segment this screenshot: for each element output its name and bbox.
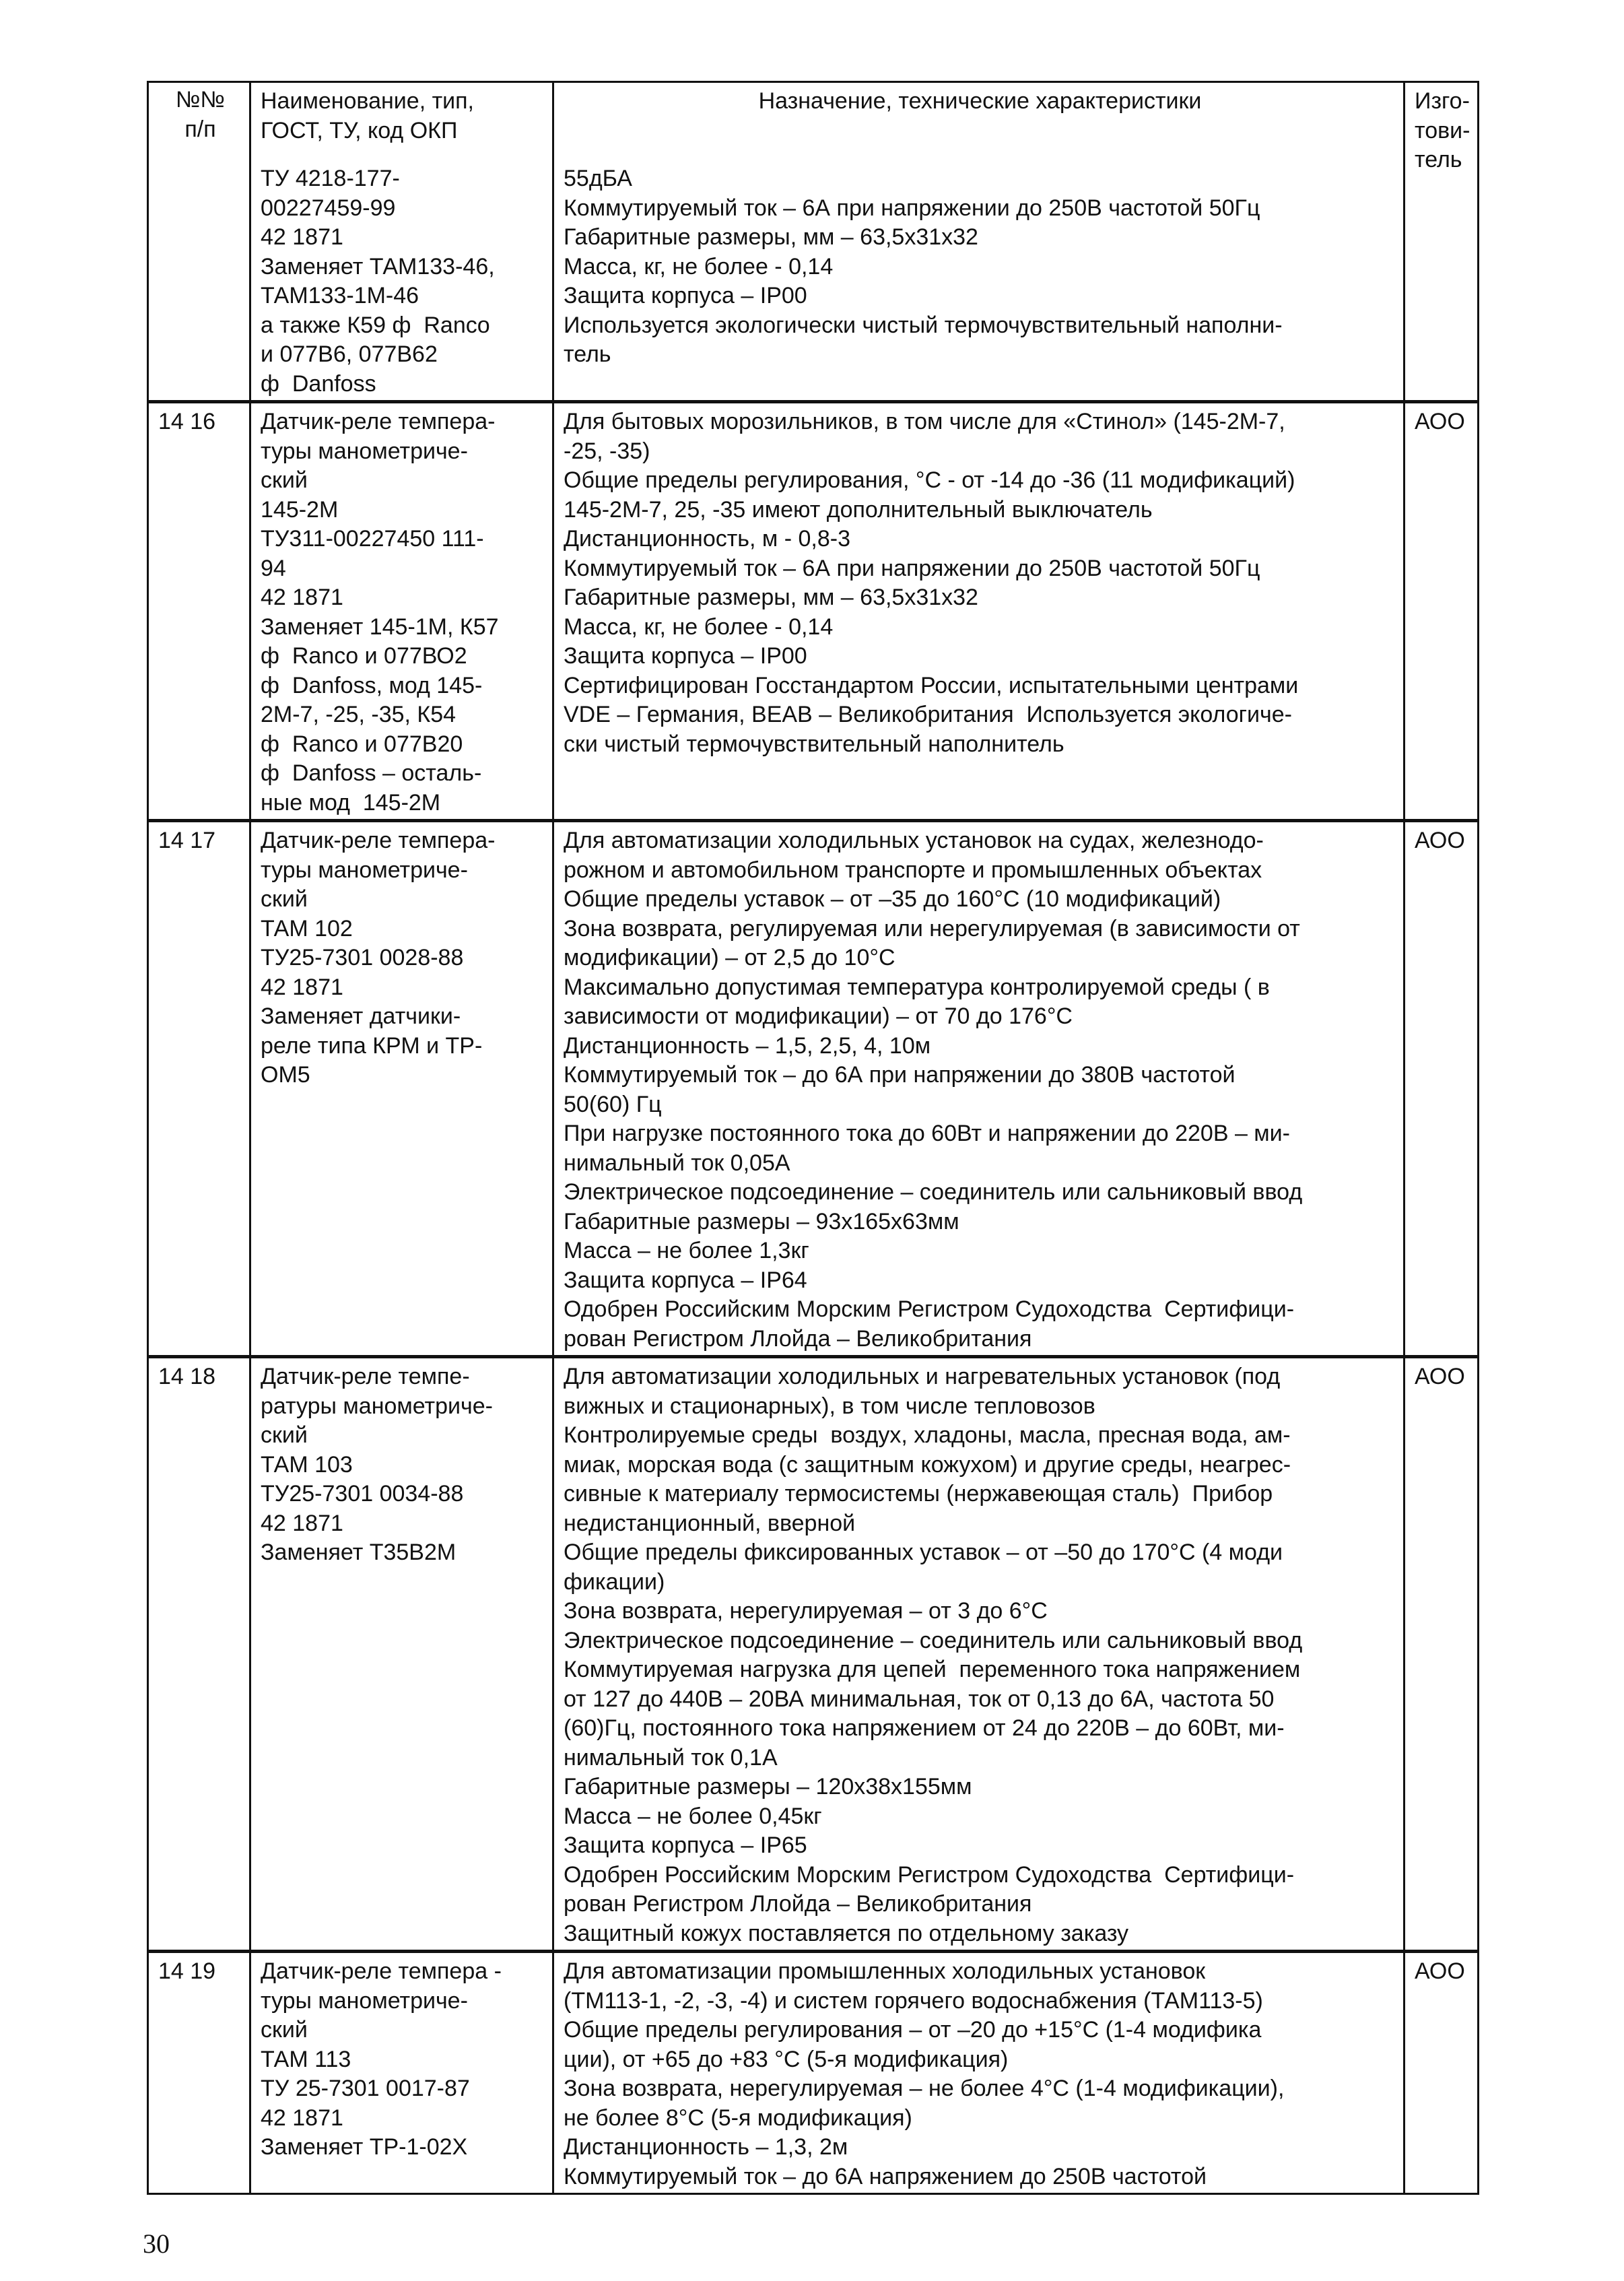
item-maker	[1405, 822, 1477, 857]
text-line: ТАМ133-1М-46	[261, 283, 419, 308]
text-line: Контролируемые среды воздух, хладоны, масла, пресная вода, ам-	[564, 1422, 1291, 1448]
text-line: вижных и стационарных), в том числе тепловозов	[564, 1393, 1095, 1419]
text-line: Заменяет 145-1М, К57	[261, 614, 499, 640]
item-desc-cell	[553, 1357, 1405, 1952]
continuation-row	[148, 147, 1479, 402]
header-num	[149, 83, 249, 145]
text-line: Габаритные размеры – 93х165х63мм	[564, 1208, 959, 1234]
table-row	[148, 821, 1479, 1357]
header-desc	[554, 83, 1403, 118]
text-line: Изго-	[1415, 88, 1470, 114]
text-line: 42 1871	[261, 224, 343, 250]
item-desc	[554, 822, 1403, 1355]
text-line: АОО	[1415, 1364, 1465, 1389]
text-line: 42 1871	[261, 974, 343, 1000]
text-line: не более 8°С (5-я модификация)	[564, 2105, 912, 2131]
item-desc	[554, 1953, 1403, 2193]
text-line: Масса – не более 1,3кг	[564, 1238, 809, 1263]
item-maker-cell	[1405, 1357, 1479, 1952]
text-line: рован Регистром Ллойда – Великобритания	[564, 1325, 1032, 1352]
text-line: Дистанционность – 1,3, 2м	[564, 2134, 848, 2160]
text-line: Общие пределы фиксированных уставок – от –50 до 170°С (4 моди	[564, 1540, 1283, 1565]
text-line: сивные к материалу термосистемы (нержавеющая сталь) Прибор	[564, 1481, 1273, 1507]
text-line: Защита корпуса – IP64	[564, 1267, 807, 1293]
item-num-cell	[148, 1357, 250, 1952]
text-line: ский	[261, 2017, 308, 2043]
text-line: Заменяет датчики-	[261, 1003, 461, 1029]
text-line: Габаритные размеры, мм – 63,5х31х32	[564, 585, 978, 610]
text-line: Зона возврата, регулируемая или нерегулируемая (в зависимости от	[564, 915, 1300, 941]
text-line: тель	[564, 341, 611, 367]
item-maker	[1405, 1953, 1477, 1988]
item-name	[251, 1358, 552, 1569]
text-line: АОО	[1415, 409, 1465, 434]
text-line: При нагрузке постоянного тока до 60Вт и напряжении до 220В – ми-	[564, 1121, 1290, 1146]
item-num	[149, 822, 249, 857]
item-num-cell	[148, 821, 250, 1357]
text-line: Дистанционность – 1,5, 2,5, 4, 10м	[564, 1032, 931, 1059]
text-line: ТАМ 113	[261, 2046, 351, 2072]
text-line: ски чистый термочувствительный наполнитель	[564, 731, 1064, 757]
text-line: ф Ranco и 077ВО2	[261, 643, 467, 669]
text-line: 145-2М-7, 25, -35 имеют дополнительный выключатель	[564, 496, 1153, 523]
text-line: Для автоматизации холодильных и нагревательных установок (под	[564, 1364, 1281, 1389]
text-line: Сертифицирован Госстандартом России, испытательными центрами	[564, 672, 1299, 698]
text-line: Назначение, технические характеристики	[758, 88, 1202, 114]
text-line: 14 19	[158, 1958, 216, 1984]
text-line: ский	[261, 886, 308, 912]
text-line: нимальный ток 0,05А	[564, 1150, 790, 1176]
text-line: ные мод 145-2М	[261, 789, 441, 816]
item-desc	[554, 403, 1403, 760]
text-line: Коммутируемый ток – до 6А при напряжении до 380В частотой	[564, 1062, 1236, 1088]
page-number: 30	[143, 2228, 170, 2259]
text-line: рован Регистром Ллойда – Великобритания	[564, 1891, 1032, 1917]
text-line: недистанционный, вверной	[564, 1510, 856, 1536]
text-line: Для автоматизации холодильных установок на судах, железнодо-	[564, 828, 1264, 853]
text-line: 94	[261, 555, 286, 581]
header-maker	[1405, 83, 1477, 176]
text-line: ф Danfoss	[261, 370, 376, 397]
item-maker	[1405, 1358, 1477, 1393]
text-line: Масса – не более 0,45кг	[564, 1803, 822, 1829]
text-line: Габаритные размеры, мм – 63,5х31х32	[564, 224, 978, 250]
text-line: Электрическое подсоединение – соединитель или сальниковый ввод	[564, 1179, 1303, 1205]
text-line: Заменяет Т35В2М	[261, 1540, 456, 1565]
text-line: п/п	[184, 116, 216, 142]
text-line: №№	[176, 87, 225, 112]
item-maker	[1405, 403, 1477, 438]
text-line: ТУ25-7301 0034-88	[261, 1481, 464, 1507]
text-line: Одобрен Российским Морским Регистром Судоходства Сертифици-	[564, 1861, 1295, 1888]
text-line: 42 1871	[261, 1510, 343, 1536]
table-row	[148, 1357, 1479, 1952]
text-line: ф Ranco и 077В20	[261, 731, 463, 757]
text-line: Заменяет ТР-1-02Х	[261, 2134, 468, 2160]
text-line: от 127 до 440В – 20ВА минимальная, ток от 0,13 до 6А, частота 50	[564, 1686, 1275, 1712]
text-line: Для автоматизации промышленных холодильных установок	[564, 1958, 1206, 1984]
cont-name-cell	[250, 147, 553, 402]
item-name-cell	[250, 1357, 553, 1952]
text-line: реле типа КРМ и ТР-	[261, 1032, 483, 1059]
text-line: тель	[1415, 147, 1462, 172]
text-line: Заменяет ТАМ133-46,	[261, 253, 495, 279]
text-line: ции), от +65 до +83 °С (5-я модификация)	[564, 2046, 1009, 2072]
col-maker-cell	[1405, 82, 1479, 402]
text-line: Датчик-реле темпера -	[261, 1958, 502, 1984]
text-line: зависимости от модификации) – от 70 до 176°С	[564, 1003, 1073, 1029]
text-line: Зона возврата, нерегулируемая – от 3 до 6°С	[564, 1598, 1048, 1624]
text-line: Датчик-реле темпера-	[261, 409, 496, 434]
item-desc	[554, 1358, 1403, 1950]
col-desc-cell	[553, 82, 1405, 147]
text-line: тови-	[1415, 117, 1470, 143]
text-line: ратуры манометриче-	[261, 1393, 493, 1419]
item-name-cell	[250, 821, 553, 1357]
table-row	[148, 402, 1479, 821]
text-line: а также К59 ф Ranco	[261, 312, 490, 338]
text-line: миак, морская вода (с защитным кожухом) и другие среды, неагрес-	[564, 1451, 1291, 1478]
text-line: 42 1871	[261, 2105, 343, 2131]
item-desc-cell	[553, 821, 1405, 1357]
text-line: ГОСТ, ТУ, код ОКП	[261, 117, 458, 143]
text-line: -25, -35)	[564, 438, 650, 464]
text-line: 42 1871	[261, 585, 343, 610]
item-desc-cell	[553, 1952, 1405, 2194]
text-line: 14 17	[158, 828, 216, 853]
text-line: туры манометриче-	[261, 438, 468, 464]
text-line: рожном и автомобильном транспорте и промышленных объектах	[564, 857, 1262, 883]
text-line: Зона возврата, нерегулируемая – не более 4°С (1-4 модификации),	[564, 2076, 1285, 2101]
text-line: Датчик-реле темпе-	[261, 1364, 470, 1389]
text-line: 50(60) Гц	[564, 1091, 662, 1117]
text-line: Для бытовых морозильников, в том числе для «Стинол» (145-2М-7,	[564, 409, 1285, 434]
text-line: ф Danfoss – осталь-	[261, 760, 482, 786]
text-line: Коммутируемый ток – до 6А напряжением до 250В частотой	[564, 2163, 1207, 2189]
text-line: Общие пределы регулирования – от –20 до +15°С (1-4 модифика	[564, 2017, 1262, 2043]
cont-desc	[554, 147, 1403, 371]
text-line: ОМ5	[261, 1062, 310, 1088]
text-line: ТУ 4218-177-	[261, 166, 400, 191]
item-num-cell	[148, 402, 250, 821]
text-line: VDE – Германия, BEAB – Великобритания Используется экологиче-	[564, 702, 1292, 727]
cont-desc-cell	[553, 147, 1405, 402]
text-line: АОО	[1415, 1958, 1465, 1984]
text-line: Дистанционность, м - 0,8-3	[564, 526, 850, 552]
text-line: 145-2М	[261, 496, 339, 523]
text-line: Масса, кг, не более - 0,14	[564, 253, 834, 279]
text-line: Общие пределы регулирования, °С - от -14 до -36 (11 модификаций)	[564, 467, 1295, 493]
text-line: ТАМ 103	[261, 1451, 353, 1478]
text-line: Защитный кожух поставляется по отдельному заказу	[564, 1920, 1129, 1946]
text-line: туры манометриче-	[261, 1987, 468, 2014]
text-line: Защита корпуса – IP00	[564, 283, 807, 308]
item-name	[251, 403, 552, 819]
col-num-cell	[148, 82, 250, 402]
text-line: ский	[261, 467, 308, 493]
text-line: Одобрен Российским Морским Регистром Судоходства Сертифици-	[564, 1296, 1295, 1322]
text-line: Общие пределы уставок – от –35 до 160°С (10 модификаций)	[564, 886, 1221, 912]
text-line: 14 18	[158, 1364, 216, 1389]
text-line: Коммутируемая нагрузка для цепей переменного тока напряжением	[564, 1657, 1301, 1682]
table-body	[148, 82, 1479, 2194]
text-line: 2М-7, -25, -35, К54	[261, 702, 456, 727]
text-line: Наименование, тип,	[261, 88, 475, 114]
cont-name	[251, 147, 552, 400]
item-maker-cell	[1405, 402, 1479, 821]
item-desc-cell	[553, 402, 1405, 821]
header-name	[251, 83, 552, 147]
text-line: нимальный ток 0,1А	[564, 1744, 778, 1771]
item-maker-cell	[1405, 1952, 1479, 2194]
item-name	[251, 822, 552, 1092]
text-line: 00227459-99	[261, 195, 396, 221]
text-line: Используется экологически чистый термочувствительный наполни-	[564, 312, 1283, 338]
item-num	[149, 1953, 249, 1988]
text-line: 14 16	[158, 409, 216, 434]
table-row	[148, 1952, 1479, 2194]
item-name-cell	[250, 402, 553, 821]
text-line: ТУ311-00227450 111-	[261, 526, 484, 552]
item-num	[149, 403, 249, 438]
text-line: Максимально допустимая температура контролируемой среды ( в	[564, 974, 1270, 1000]
col-name-cell	[250, 82, 553, 147]
item-maker-cell	[1405, 821, 1479, 1357]
item-name	[251, 1953, 552, 2164]
spec-table	[147, 81, 1479, 2195]
text-line: ский	[261, 1422, 308, 1448]
item-name-cell	[250, 1952, 553, 2194]
header-row	[148, 82, 1479, 147]
text-line: Коммутируемый ток – 6А при напряжении до 250В частотой 50Гц	[564, 195, 1260, 221]
text-line: Защита корпуса – IP00	[564, 643, 807, 669]
text-line: ТУ 25-7301 0017-87	[261, 2076, 470, 2101]
text-line: Датчик-реле темпера-	[261, 828, 496, 853]
text-line: 55дБА	[564, 166, 632, 191]
text-line: Защита корпуса – IP65	[564, 1832, 807, 1858]
item-num	[149, 1358, 249, 1393]
text-line: модификации) – от 2,5 до 10°С	[564, 945, 895, 970]
text-line: фикации)	[564, 1568, 665, 1595]
text-line: ТУ25-7301 0028-88	[261, 945, 464, 970]
text-line: АОО	[1415, 828, 1465, 853]
text-line: Коммутируемый ток – 6А при напряжении до 250В частотой 50Гц	[564, 555, 1260, 581]
item-num-cell	[148, 1952, 250, 2194]
text-line: ТАМ 102	[261, 915, 353, 941]
text-line: (ТМ113-1, -2, -3, -4) и систем горячего водоснабжения (ТАМ113-5)	[564, 1987, 1263, 2014]
text-line: и 077В6, 077В62	[261, 341, 438, 367]
text-line: (60)Гц, постоянного тока напряжением от 24 до 220В – до 60Вт, ми-	[564, 1715, 1285, 1741]
text-line: туры манометриче-	[261, 857, 468, 883]
text-line: Электрическое подсоединение – соединитель или сальниковый ввод	[564, 1627, 1303, 1653]
text-line: Масса, кг, не более - 0,14	[564, 614, 834, 640]
text-line: Габаритные размеры – 120х38х155мм	[564, 1774, 972, 1799]
text-line: ф Danfoss, мод 145-	[261, 672, 483, 698]
